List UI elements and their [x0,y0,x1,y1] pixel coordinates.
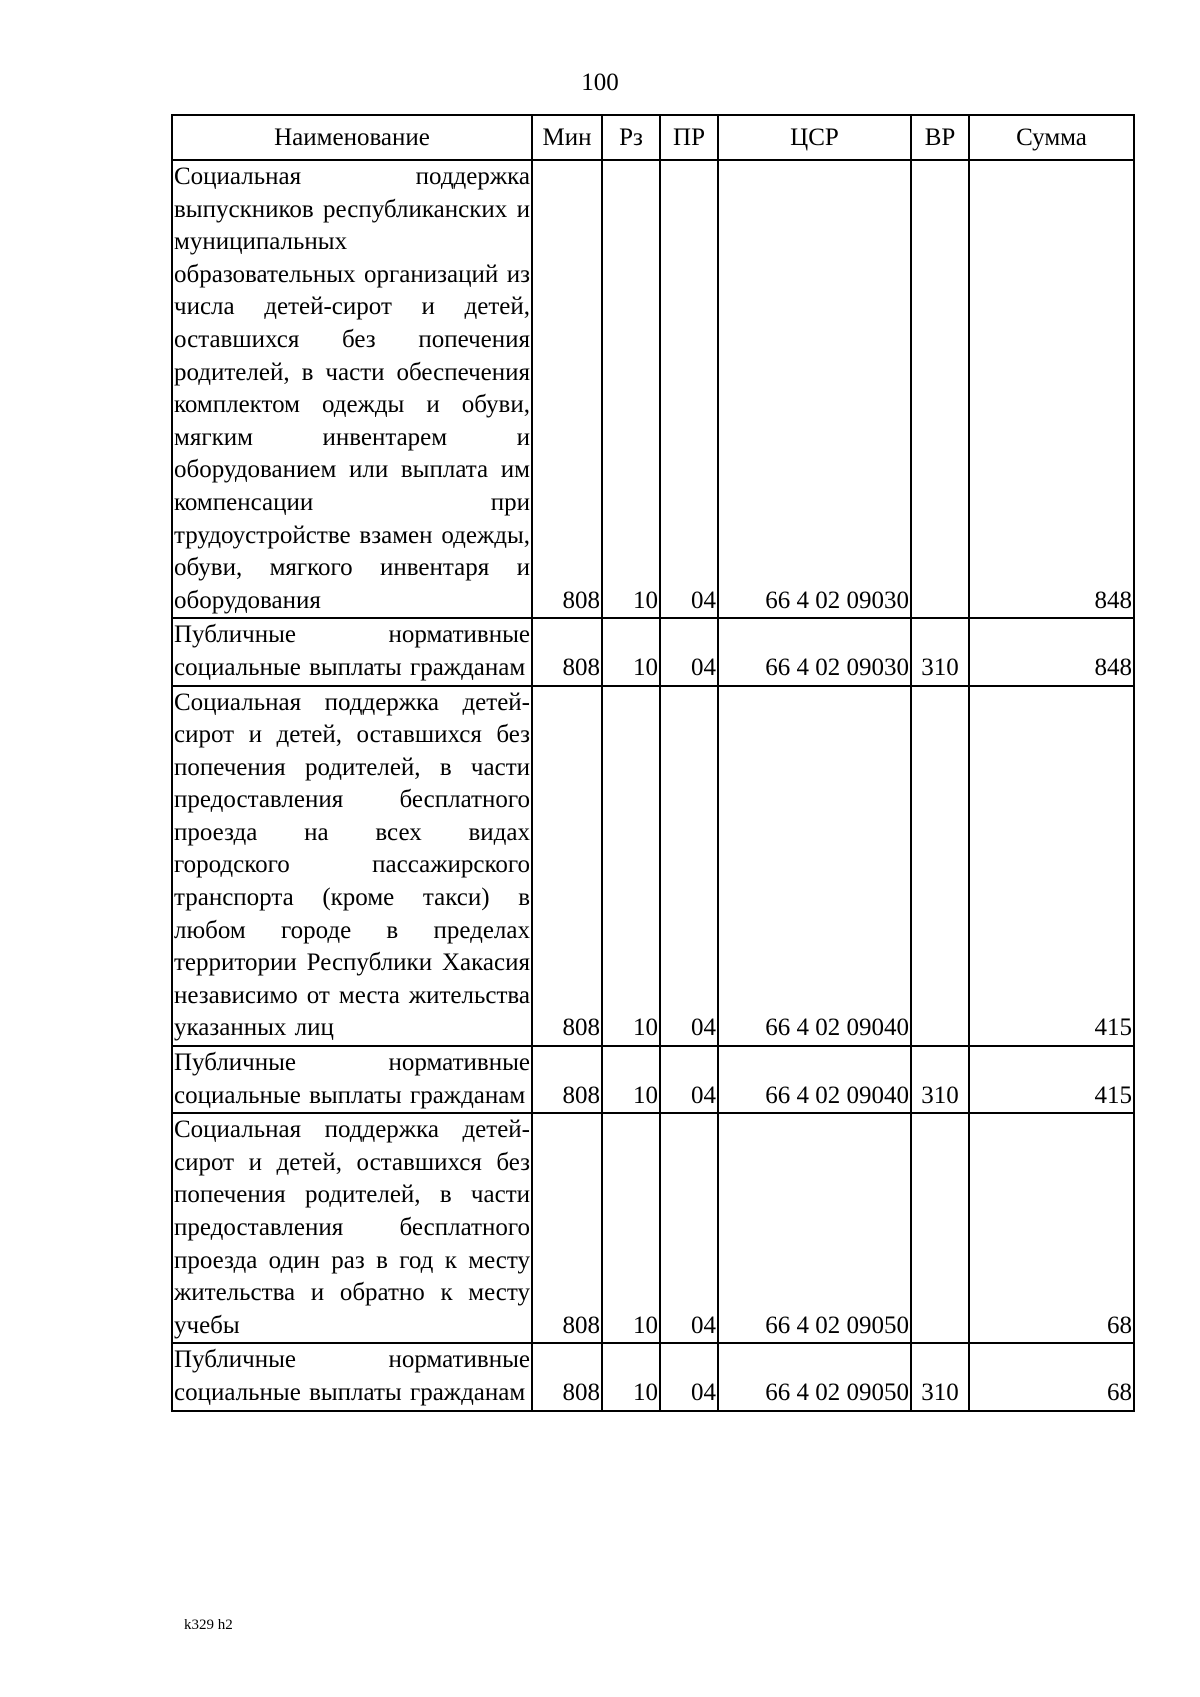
budget-table [171,114,1135,1412]
row-name: Социальная поддержка выпускников республиканских и муниципальных образовательных организаций из числа детей-сирот и детей, оставшихся без попечения родителей, в части обеспечения комплектом одежды и обуви, мягким инвентарем и оборудованием или выплата им компенсации при трудоустройстве взамен одежды, обуви, мягкого инвентаря и оборудования [172,160,532,618]
header-min: Мин [532,115,602,160]
table-header-row [172,115,1134,160]
table-row [172,686,1134,1047]
header-sum: Сумма [969,115,1134,160]
row-rz: 10 [602,1343,660,1410]
row-min: 808 [532,618,602,685]
row-pr: 04 [660,618,718,685]
row-pr: 04 [660,1343,718,1410]
row-vr [911,1113,969,1343]
table-row [172,1046,1134,1113]
table-row [172,1343,1134,1410]
row-sum: 68 [969,1343,1134,1410]
row-name: Социальная поддержка детей-сирот и детей, оставшихся без попечения родителей, в части предоставления бесплатного проезда один раз в год к месту жительства и обратно к месту учебы [172,1113,532,1343]
row-sum: 848 [969,160,1134,618]
row-vr: 310 [911,1046,969,1113]
row-pr: 04 [660,1046,718,1113]
row-name: Публичные нормативные социальные выплаты гражданам [172,1046,532,1113]
row-sum: 848 [969,618,1134,685]
row-min: 808 [532,1113,602,1343]
header-vr: ВР [911,115,969,160]
header-csr: ЦСР [718,115,911,160]
table-row [172,1113,1134,1343]
header-pr: ПР [660,115,718,160]
row-rz: 10 [602,618,660,685]
document-code: k329 h2 [184,1617,233,1633]
header-rz: Рз [602,115,660,160]
row-rz: 10 [602,686,660,1047]
row-csr: 66 4 02 09030 [718,618,911,685]
row-vr: 310 [911,618,969,685]
row-csr: 66 4 02 09040 [718,686,911,1047]
row-vr [911,686,969,1047]
row-pr: 04 [660,160,718,618]
row-sum: 415 [969,686,1134,1047]
row-vr: 310 [911,1343,969,1410]
row-name: Публичные нормативные социальные выплаты гражданам [172,1343,532,1410]
row-pr: 04 [660,686,718,1047]
row-sum: 415 [969,1046,1134,1113]
table-row [172,160,1134,618]
row-csr: 66 4 02 09050 [718,1113,911,1343]
row-name: Публичные нормативные социальные выплаты гражданам [172,618,532,685]
row-rz: 10 [602,160,660,618]
row-sum: 68 [969,1113,1134,1343]
row-min: 808 [532,686,602,1047]
row-csr: 66 4 02 09040 [718,1046,911,1113]
row-name: Социальная поддержка детей-сирот и детей, оставшихся без попечения родителей, в части предоставления бесплатного проезда на всех видах городского пассажирского транспорта (кроме такси) в любом городе в пределах территории Республики Хакасия независимо от места жительства указанных лиц [172,686,532,1047]
row-min: 808 [532,160,602,618]
header-name: Наименование [172,115,532,160]
page-number: 100 [581,69,619,96]
row-rz: 10 [602,1046,660,1113]
row-rz: 10 [602,1113,660,1343]
row-min: 808 [532,1343,602,1410]
row-vr [911,160,969,618]
row-pr: 04 [660,1113,718,1343]
row-csr: 66 4 02 09050 [718,1343,911,1410]
table-row [172,618,1134,685]
row-csr: 66 4 02 09030 [718,160,911,618]
row-min: 808 [532,1046,602,1113]
